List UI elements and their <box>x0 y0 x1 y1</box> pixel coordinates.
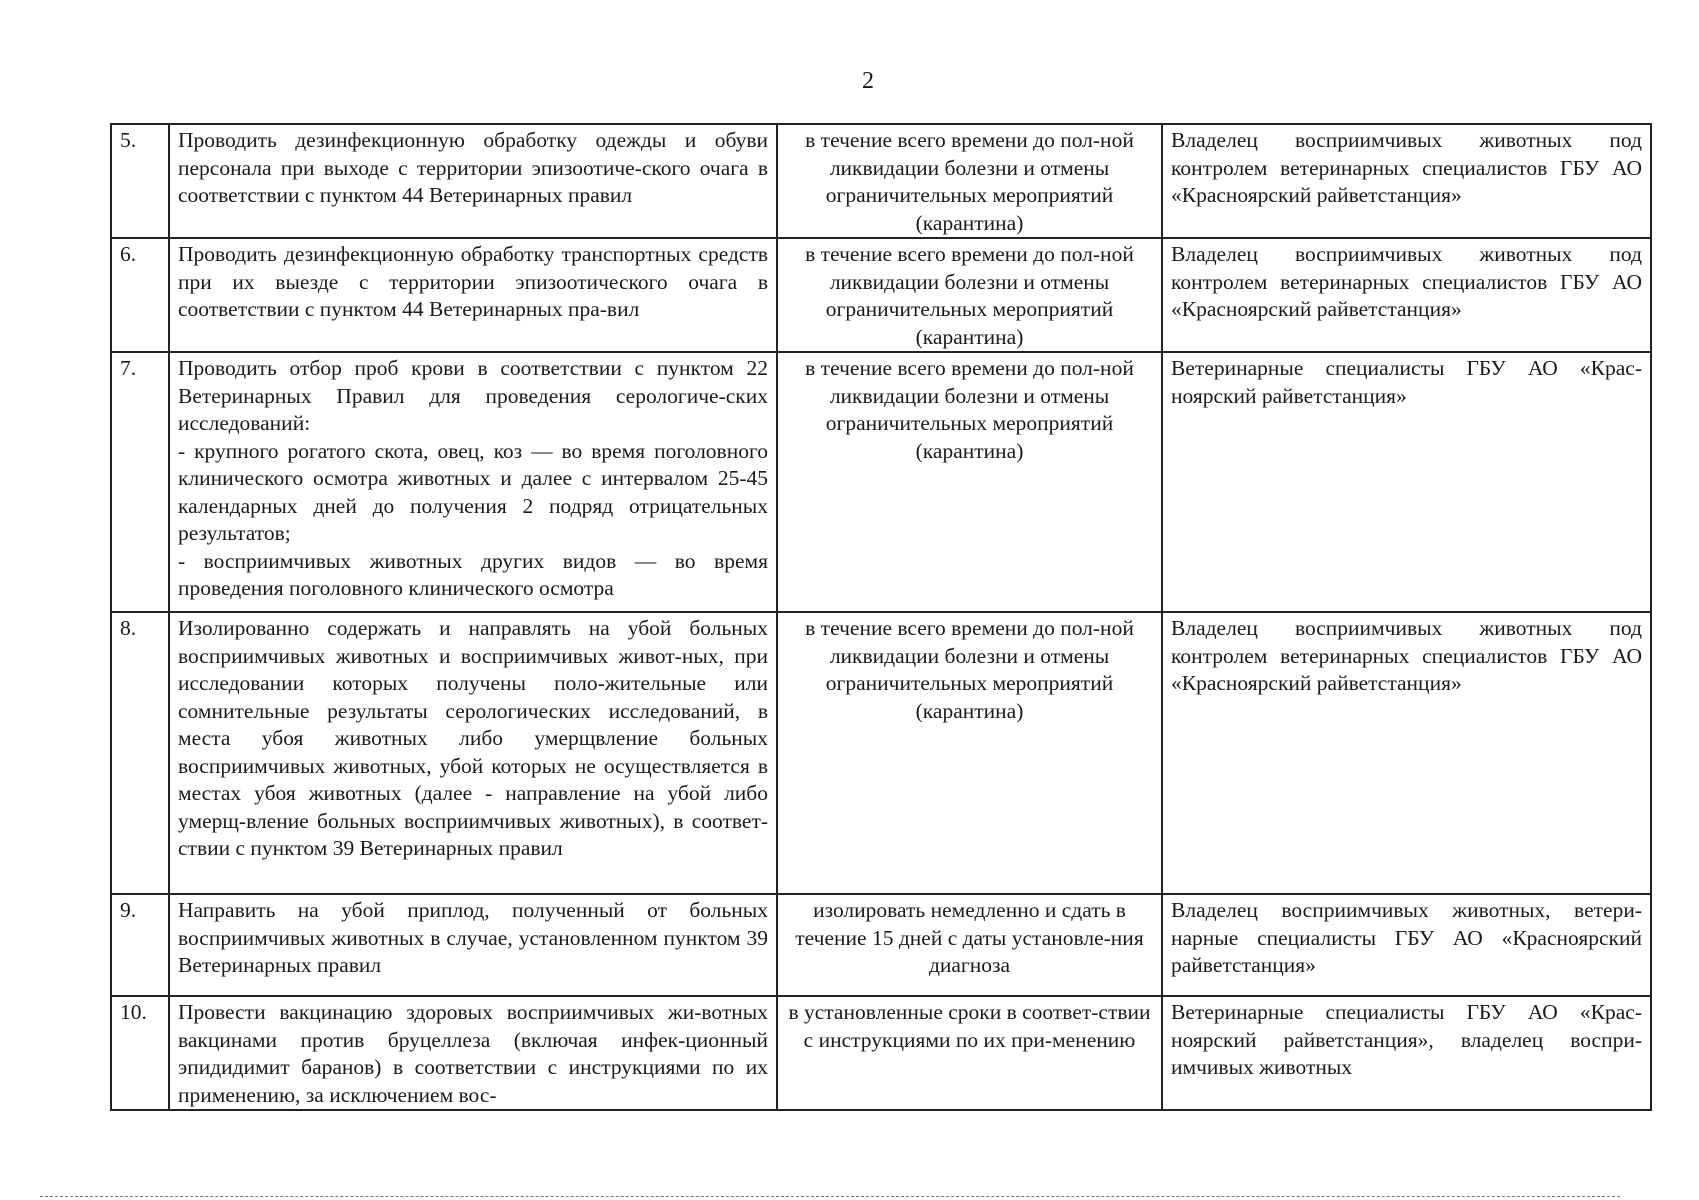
responsible-text: Владелец восприимчивых животных под контролем ветеринарных специалистов ГБУ АО «Красноярский райветстанция» <box>1162 238 1651 352</box>
measure-paragraph: - восприимчивых животных других видов — во время проведения поголовного клинического осмотра <box>178 548 768 600</box>
deadline-text: в течение всего времени до пол-ной ликвидации болезни и отмены ограничительных мероприятий (карантина) <box>777 612 1162 894</box>
measure-text <box>169 238 777 352</box>
deadline-text: изолировать немедленно и сдать в течение 15 дней с даты установле-ния диагноза <box>777 894 1162 996</box>
row-number: 8. <box>111 612 169 894</box>
row-number: 6. <box>111 238 169 352</box>
measure-text <box>169 124 777 238</box>
measure-paragraph: Проводить отбор проб крови в соответствии с пунктом 22 Ветеринарных Правил для проведения серологиче-ских исследований: <box>178 356 768 435</box>
measure-text <box>169 352 777 612</box>
measure-text <box>169 894 777 996</box>
table-row <box>111 238 1651 352</box>
measure-paragraph: Направить на убой приплод, полученный от больных восприимчивых животных в случае, установленном пунктом 39 Ветеринарных правил <box>178 898 768 977</box>
scan-edge-line <box>40 1196 1620 1198</box>
measure-text <box>169 996 777 1110</box>
responsible-text: Ветеринарные специалисты ГБУ АО «Крас-ноярский райветстанция» <box>1162 352 1651 612</box>
responsible-text: Владелец восприимчивых животных, ветери-нарные специалисты ГБУ АО «Красноярский райветстанция» <box>1162 894 1651 996</box>
deadline-text: в установленные сроки в соответ-ствии с инструкциями по их при-менению <box>777 996 1162 1110</box>
table-row <box>111 996 1651 1110</box>
responsible-text: Ветеринарные специалисты ГБУ АО «Крас-ноярский райветстанция», владелец воспри-имчивых животных <box>1162 996 1651 1110</box>
measure-text <box>169 612 777 894</box>
table-row <box>111 124 1651 238</box>
row-number: 9. <box>111 894 169 996</box>
deadline-text: в течение всего времени до пол-ной ликвидации болезни и отмены ограничительных мероприятий (карантина) <box>777 238 1162 352</box>
measure-paragraph: Проводить дезинфекционную обработку транспортных средств при их выезде с территории эпизоотического очага в соответствии с пунктом 44 Ветеринарных пра-вил <box>178 242 768 321</box>
deadline-text: в течение всего времени до пол-ной ликвидации болезни и отмены ограничительных мероприятий (карантина) <box>777 352 1162 612</box>
measures-table <box>110 123 1652 1111</box>
page-number: 2 <box>862 68 874 94</box>
row-number: 7. <box>111 352 169 612</box>
responsible-text: Владелец восприимчивых животных под контролем ветеринарных специалистов ГБУ АО «Красноярский райветстанция» <box>1162 124 1651 238</box>
measure-paragraph: Проводить дезинфекционную обработку одежды и обуви персонала при выходе с территории эпизоотиче-ского очага в соответствии с пунктом 44 Ветеринарных правил <box>178 128 768 207</box>
measure-paragraph: Изолированно содержать и направлять на убой больных восприимчивых животных и восприимчивых живот-ных, при исследовании которых получены поло-жительные или сомнительные результаты серологических исследований, в места убоя животных либо умерщвление больных восприимчивых животных, убой которых не осуществляется в местах убоя животных (далее - направление на убой либо умерщ-вление больных восприимчивых животных), в соответ-ствии с пунктом 39 Ветеринарных правил <box>178 616 768 860</box>
measure-paragraph: - крупного рогатого скота, овец, коз — во время поголовного клинического осмотра животных и далее с интервалом 25-45 календарных дней до получения 2 подряд отрицательных результатов; <box>178 438 768 545</box>
measure-paragraph: Провести вакцинацию здоровых восприимчивых жи-вотных вакцинами против бруцеллеза (включая инфек-ционный эпидидимит баранов) в соответствии с инструкциями по их применению, за исключением вос- <box>178 1000 768 1107</box>
table-row <box>111 894 1651 996</box>
row-number: 5. <box>111 124 169 238</box>
row-number: 10. <box>111 996 169 1110</box>
deadline-text: в течение всего времени до пол-ной ликвидации болезни и отмены ограничительных мероприятий (карантина) <box>777 124 1162 238</box>
table-row <box>111 352 1651 612</box>
table-row <box>111 612 1651 894</box>
responsible-text: Владелец восприимчивых животных под контролем ветеринарных специалистов ГБУ АО «Красноярский райветстанция» <box>1162 612 1651 894</box>
